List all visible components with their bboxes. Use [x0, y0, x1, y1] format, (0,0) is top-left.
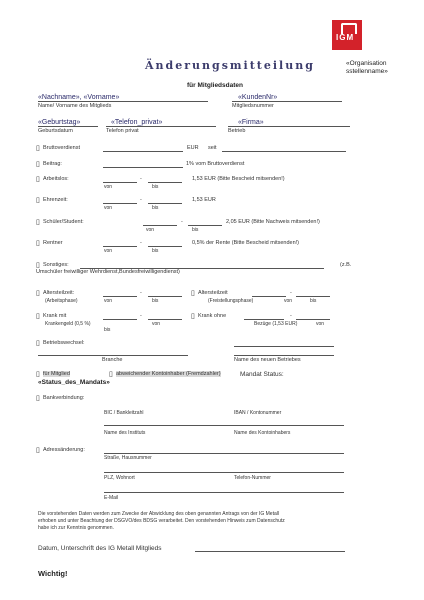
dash: -	[290, 313, 292, 319]
partial-retire-from-line	[103, 296, 137, 297]
dash: -	[140, 197, 142, 203]
student-label: Schüler/Student:	[43, 219, 84, 225]
signature-label: Datum, Unterschrift des IG Metall Mitglieds	[38, 545, 162, 552]
contribution-line	[103, 167, 183, 168]
bank-line	[104, 425, 344, 426]
new-company-caption: Name des neuen Betriebes	[234, 357, 301, 363]
gross-unit: EUR	[187, 145, 199, 151]
gross-checkbox[interactable]: ▯	[36, 145, 40, 152]
contribution-label: Beitrag:	[43, 161, 62, 167]
birth-line	[38, 126, 98, 127]
privacy-text-3: habe ich zur Kenntnis genommen.	[38, 525, 114, 531]
to-caption: bis	[192, 227, 199, 233]
unemployed-to-line	[148, 182, 182, 183]
sick-without-checkbox[interactable]: ▯	[191, 313, 195, 320]
branch-caption: Branche	[102, 357, 123, 363]
igm-logo	[332, 20, 362, 50]
sick-without-from-line	[244, 319, 284, 320]
honorary-checkbox[interactable]: ▯	[36, 197, 40, 204]
partial-retire2-label: Altersteilzeit	[198, 290, 228, 296]
sick-with-checkbox[interactable]: ▯	[36, 313, 40, 320]
partial-retire2-caption: (Freistellungsphase)	[208, 298, 254, 304]
important-label: Wichtig!	[38, 569, 68, 578]
pensioner-label: Rentner	[43, 240, 63, 246]
unemployed-checkbox[interactable]: ▯	[36, 176, 40, 183]
email-caption: E-Mail	[104, 495, 119, 501]
phone-line	[106, 126, 216, 127]
partial-retire-checkbox[interactable]: ▯	[36, 290, 40, 297]
company-change-label: Betriebswechsel:	[43, 340, 85, 346]
partial-retire2-checkbox[interactable]: ▯	[191, 290, 195, 297]
logo-text: IGM	[336, 33, 355, 42]
customer-caption: Mitgliedsnummer	[232, 103, 274, 109]
email-line	[104, 492, 344, 493]
bank-checkbox[interactable]: ▯	[36, 395, 40, 402]
sick-with-label: Krank mit	[43, 313, 67, 319]
to-caption: bis	[152, 205, 159, 211]
phone-caption: Telefon privat	[106, 128, 139, 134]
sick-with-from-line	[103, 319, 137, 320]
branch-line	[38, 355, 188, 356]
from-caption: von	[146, 227, 155, 233]
address-label: Adressänderung:	[43, 447, 85, 453]
unemployed-from-line	[103, 182, 137, 183]
dash: -	[140, 313, 142, 319]
phone-field[interactable]: «Telefon_privat»	[111, 119, 163, 126]
customer-field[interactable]: «KundenNr»	[238, 94, 278, 101]
honorary-from-line	[103, 203, 137, 204]
from-caption: von	[104, 184, 113, 190]
diff-holder-label: abweichender Kontoinhaber (Fremdzahler)	[116, 371, 221, 377]
mandate-status-label: Mandat Status:	[240, 371, 284, 378]
other-hint: Umschüler freiwilliger Wehrdienst,Bundesfreiwilligendienst)	[36, 269, 180, 275]
zip-line	[104, 472, 344, 473]
from-caption: von	[316, 321, 325, 327]
dash: -	[140, 176, 142, 182]
dash: -	[140, 290, 142, 296]
name-line	[38, 101, 208, 102]
to-caption: bis	[152, 184, 159, 190]
birth-caption: Geburtsdatum	[38, 128, 73, 134]
honorary-note: 1,53 EUR	[192, 197, 216, 203]
from-caption: von	[284, 298, 293, 304]
sick-without-caption: Bezüge (1,53 EUR)	[254, 321, 298, 327]
student-from-line	[143, 225, 177, 226]
partial-retire2-from-line	[252, 296, 286, 297]
pensioner-to-line	[148, 246, 182, 247]
from-caption: von	[104, 298, 113, 304]
sick-with-to-line	[148, 319, 182, 320]
privacy-text-1: Die vorstehenden Daten werden zum Zwecke der Abwicklung des oben genannten Antrags von der IG Metall	[38, 511, 279, 517]
holder-caption: Name des Kontoinhabers	[234, 430, 291, 436]
unemployed-label: Arbeitslos:	[43, 176, 69, 182]
company-change-checkbox[interactable]: ▯	[36, 340, 40, 347]
org-placeholder: «Organisation sstellenname»	[346, 60, 388, 75]
from-caption: von	[104, 248, 113, 254]
birth-field[interactable]: «Geburtstag»	[38, 119, 81, 126]
company-line	[228, 126, 350, 127]
signature-line[interactable]	[195, 551, 345, 552]
for-member-label: für Mitglied	[43, 371, 70, 377]
unemployed-note: 1,53 EUR (Bitte Bescheid mitsenden!)	[192, 176, 285, 182]
student-note: 2,05 EUR (Bitte Nachweis mitsenden!)	[226, 219, 320, 225]
page-title: Änderungsmitteilung	[145, 59, 315, 72]
company-change-line	[234, 346, 334, 347]
to-caption: bis	[310, 298, 317, 304]
company-caption: Betrieb	[228, 128, 246, 134]
privacy-text-2: erhoben und unter Beachtung der DSGVO/des BDSG verarbeitet. Den vorstehenden Hinweis zum Datenschutz	[38, 518, 285, 524]
other-suffix: (z.B.	[340, 262, 352, 268]
street-caption: Straße, Hausnummer	[104, 455, 152, 461]
gross-since-line	[222, 151, 346, 152]
partial-retire-to-line	[148, 296, 182, 297]
to-caption: bis	[104, 327, 111, 333]
dash: -	[181, 219, 183, 225]
other-label: Sonstiges:	[43, 262, 69, 268]
diff-holder-checkbox[interactable]: ▯	[109, 371, 113, 378]
for-member-checkbox[interactable]: ▯	[36, 371, 40, 378]
honorary-to-line	[148, 203, 182, 204]
from-caption: von	[104, 205, 113, 211]
customer-line	[232, 101, 342, 102]
pensioner-from-line	[103, 246, 137, 247]
sick-with-caption: Krankengeld (0,5 %)	[45, 321, 91, 327]
name-caption: Name/ Vorname des Mitglieds	[38, 103, 112, 109]
pensioner-checkbox[interactable]: ▯	[36, 240, 40, 247]
partial-retire-label: Altersteilzeit:	[43, 290, 75, 296]
address-checkbox[interactable]: ▯	[36, 447, 40, 454]
student-to-line	[188, 225, 222, 226]
gross-line	[103, 151, 183, 152]
bic-caption: BIC / Bankleitzahl	[104, 410, 144, 416]
page-subtitle: für Mitgliedsdaten	[187, 82, 243, 89]
zip-caption: PLZ, Wohnort	[104, 475, 135, 481]
dash: -	[140, 240, 142, 246]
to-caption: bis	[152, 248, 159, 254]
partial-retire-caption: (Arbeitsphase)	[45, 298, 78, 304]
sick-without-to-line	[296, 319, 330, 320]
street-line	[104, 453, 344, 454]
gross-label: Bruttoverdienst	[43, 145, 80, 151]
name-field[interactable]: «Nachname», «Vorname»	[38, 94, 120, 101]
mandate-field[interactable]: «Status_des_Mandats»	[38, 379, 110, 386]
new-company-line	[234, 355, 334, 356]
to-caption: bis	[152, 298, 159, 304]
dash: -	[290, 290, 292, 296]
gross-since: seit	[208, 145, 217, 151]
sick-without-label: Krank ohne	[198, 313, 227, 319]
honorary-label: Ehrenzeit:	[43, 197, 68, 203]
phone2-caption: Telefon-Nummer	[234, 475, 271, 481]
partial-retire2-to-line	[296, 296, 330, 297]
contribution-text: 1% vom Bruttoverdienst	[186, 161, 245, 167]
from-caption: von	[152, 321, 161, 327]
contribution-checkbox[interactable]: ▯	[36, 161, 40, 168]
bank-label: Bankverbindung:	[43, 395, 85, 401]
bank-name-caption: Name des Instituts	[104, 430, 146, 436]
student-checkbox[interactable]: ▯	[36, 219, 40, 226]
pensioner-note: 0,5% der Rente (Bitte Bescheid mitsenden!)	[192, 240, 300, 246]
company-field[interactable]: «Firma»	[238, 119, 264, 126]
other-checkbox[interactable]: ▯	[36, 262, 40, 269]
iban-caption: IBAN / Kontonummer	[234, 410, 282, 416]
